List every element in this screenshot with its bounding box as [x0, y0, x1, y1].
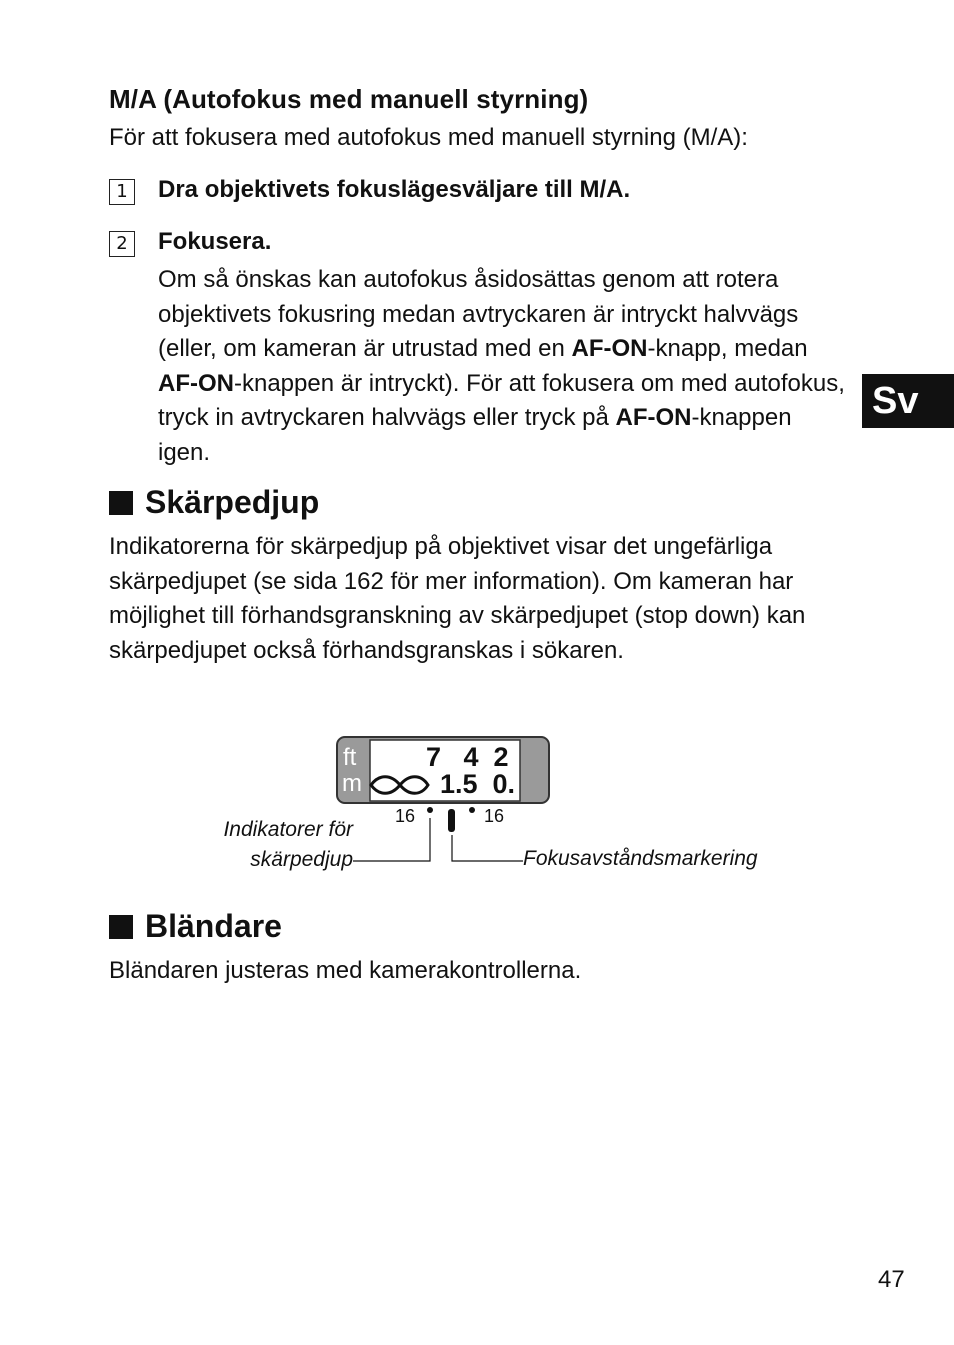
dof-heading: Skärpedjup [109, 484, 319, 521]
step-body: Om så önskas kan autofokus åsidosättas genom att rotera objektivets fokusring medan avtryckaren är intryckt halvvägs (eller, om kameran är utrustad med en AF-ON-knapp, medan AF-ON-knappen är intryckt). För att fokusera om med autofokus, tryck in avtryckaren halvvägs eller tryck på AF-ON-knappen igen. [158, 266, 845, 466]
unit-m: m [342, 770, 362, 797]
ma-intro: För att fokusera med autofokus med manuell styrning (M/A): [109, 124, 748, 151]
language-tab: Sv [862, 374, 954, 428]
step-title: Fokusera. [158, 228, 272, 255]
dof-figure [190, 730, 810, 880]
section-square-icon [109, 915, 133, 939]
af-on-label: AF-ON [615, 404, 692, 432]
label-dof-line1: Indikatorer för [223, 818, 353, 841]
label-dof-line2: skärpedjup [250, 848, 353, 871]
step-number: 1 [109, 179, 135, 205]
label-focus: Fokusavståndsmarkering [523, 847, 758, 870]
unit-ft: ft [343, 744, 357, 771]
dof-paragraph: Indikatorerna för skärpedjup på objektivet visar det ungefärliga skärpedjupet (se sida 162 för mer information). Om kameran har möjlighet till förhandsgranskning av skärpedjupet (stop down) kan skärpedjupet också förhandsgranskas i sökaren. [109, 533, 806, 664]
page-number: 47 [878, 1266, 905, 1293]
step-1 [109, 176, 849, 216]
ft-values: 7 4 2 [426, 742, 509, 772]
dof-leader-line [353, 818, 430, 861]
af-on-label: AF-ON [158, 369, 234, 397]
m-values: 1.5 0. [440, 769, 516, 799]
scale-right: 16 [484, 806, 505, 826]
focus-mark [448, 809, 455, 832]
step-title: Dra objektivets fokuslägesväljare till M/A. [158, 176, 631, 203]
ma-heading: M/A (Autofokus med manuell styrning) [109, 84, 589, 114]
section-square-icon [109, 491, 133, 515]
aperture-heading: Bländare [109, 908, 282, 945]
dof-dot-left [427, 807, 433, 813]
scale-left: 16 [395, 806, 416, 826]
step-2 [109, 228, 849, 478]
aperture-paragraph: Bländaren justeras med kamerakontrollerna. [109, 957, 582, 984]
af-on-label: AF-ON [571, 335, 648, 363]
focus-leader-line [452, 835, 523, 861]
step-number: 2 [109, 231, 135, 257]
dof-dot-right [469, 807, 475, 813]
